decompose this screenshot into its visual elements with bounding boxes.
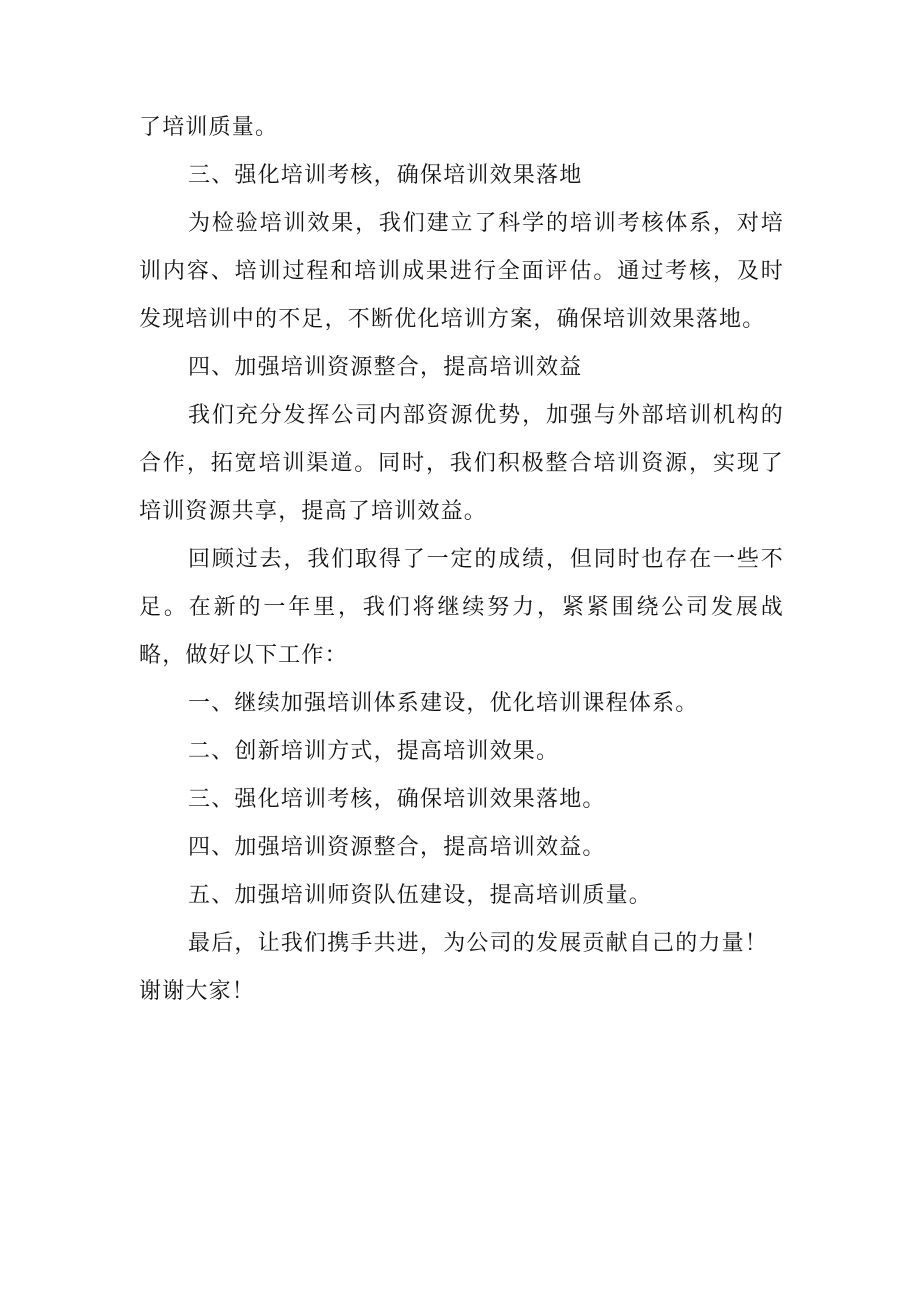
- section-heading-3: 三、强化培训考核，确保培训效果落地: [188, 163, 583, 188]
- closing-statement: 最后，让我们携手共进，为公司的发展贡献自己的力量！: [188, 931, 769, 956]
- plan-item-5: 五、加强培训师资队伍建设，提高培训质量。: [188, 883, 653, 908]
- paragraph-assessment: 为检验培训效果，我们建立了科学的培训考核体系，对培训内容、培训过程和培训成果进行全面评估。通过考核，及时发现培训中的不足，不断优化培训方案，确保培训效果落地。: [139, 211, 784, 332]
- plan-item-4: 四、加强培训资源整合，提高培训效益。: [188, 835, 606, 860]
- paragraph-continuation: 了培训质量。: [139, 115, 279, 140]
- thanks-line: 谢谢大家！: [139, 979, 256, 1004]
- plan-item-3: 三、强化培训考核，确保培训效果落地。: [188, 787, 606, 812]
- paragraph-resources: 我们充分发挥公司内部资源优势，加强与外部培训机构的合作，拓宽培训渠道。同时，我们积极整合培训资源，实现了培训资源共享，提高了培训效益。: [139, 403, 784, 524]
- section-heading-4: 四、加强培训资源整合，提高培训效益: [188, 355, 583, 380]
- plan-item-2: 二、创新培训方式，提高培训效果。: [188, 739, 560, 764]
- document-body: [139, 104, 784, 1016]
- plan-item-1: 一、继续加强培训体系建设，优化培训课程体系。: [188, 691, 699, 716]
- paragraph-review: 回顾过去，我们取得了一定的成绩，但同时也存在一些不足。在新的一年里，我们将继续努力，紧紧围绕公司发展战略，做好以下工作：: [139, 547, 784, 668]
